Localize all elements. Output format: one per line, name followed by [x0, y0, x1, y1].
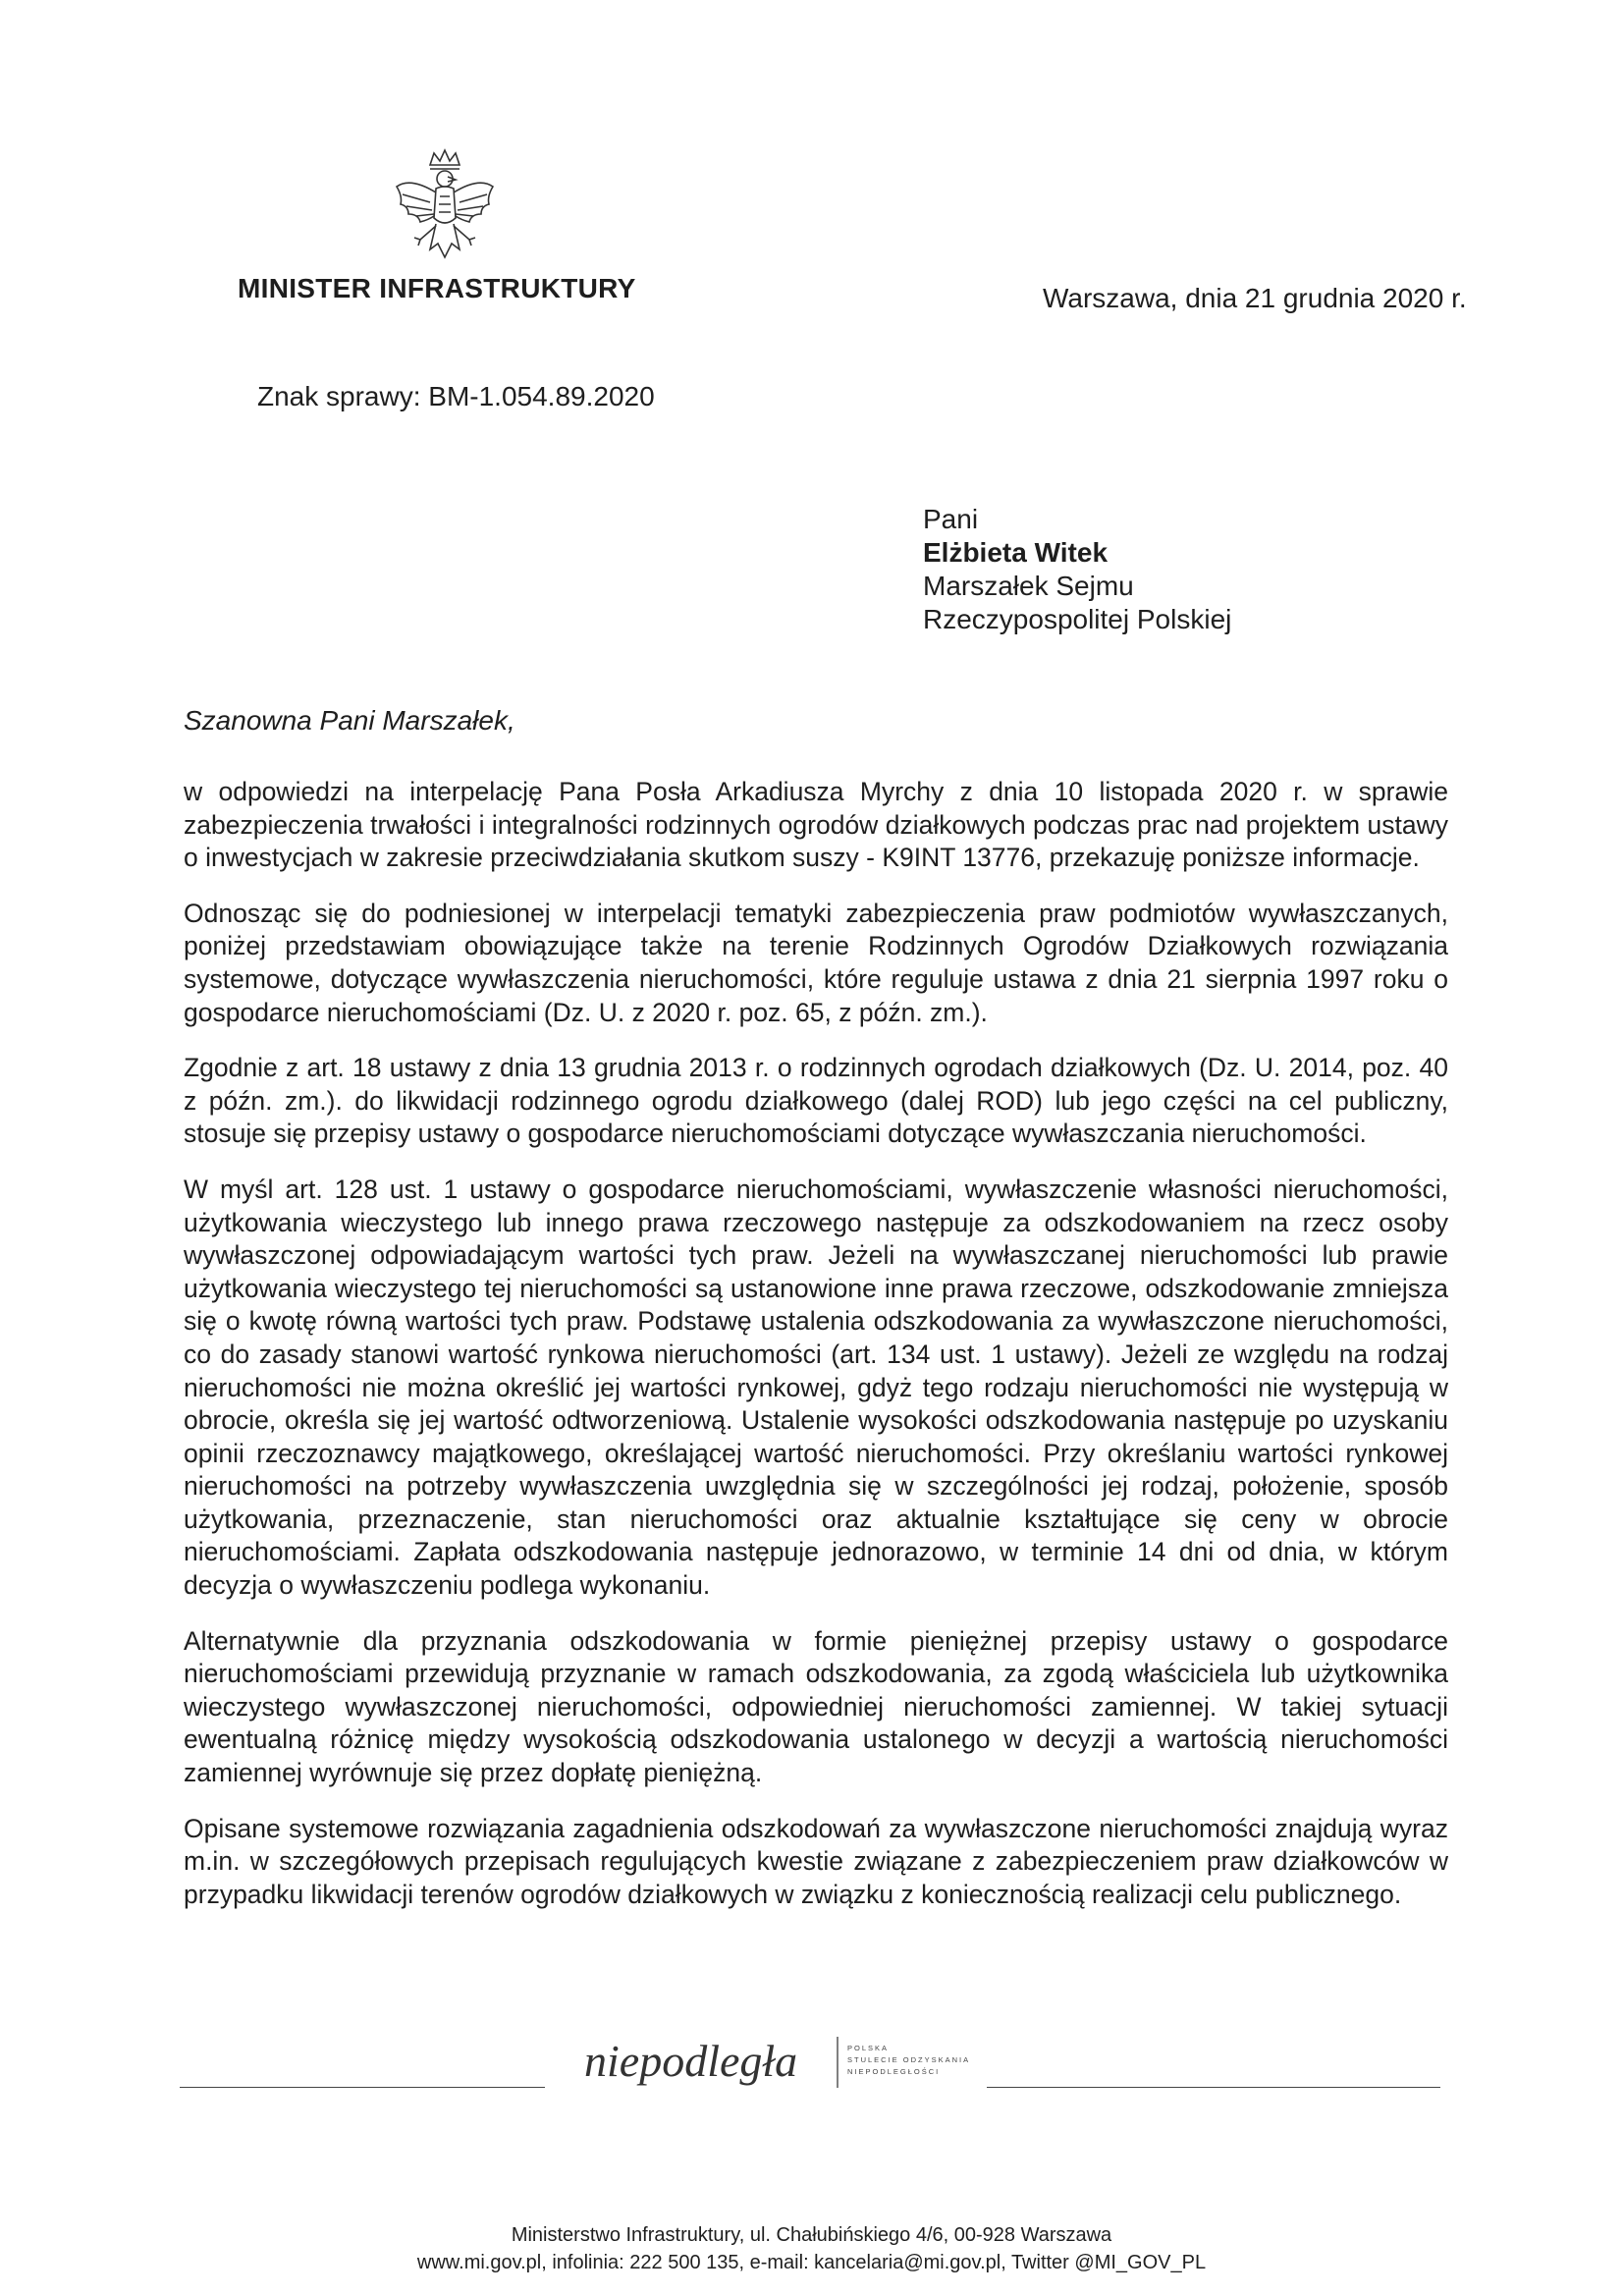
- niepodlegla-logo: [584, 2021, 997, 2100]
- footer-divider-right: [987, 2087, 1440, 2088]
- body-paragraph: W myśl art. 128 ust. 1 ustawy o gospodarce nieruchomościami, wywłaszczenie własności nieruchomości, użytkowania wieczystego lub innego prawa rzeczowego następuje za odszkodowaniem na rzecz osoby wywłaszczonej odpowiadającym wartości tych praw. Jeżeli na wywłaszczanej nieruchomości lub prawie użytkowania wieczystego tej nieruchomości są ustanowione inne prawa rzeczowe, odszkodowanie zmniejsza się o kwotę równą wartości tych praw. Podstawę ustalenia odszkodowania za wywłaszczone nieruchomości, co do zasady stanowi wartość rynkowa nieruchomości (art. 134 ust. 1 ustawy). Jeżeli ze względu na rodzaj nieruchomości nie można określić jej wartości rynkowej, gdyż tego rodzaju nieruchomości nie występują w obrocie, określa się jej wartość odtworzeniową. Ustalenie wysokości odszkodowania następuje po uzyskaniu opinii rzeczoznawcy majątkowego, określającej wartość nieruchomości. Przy określaniu wartości rynkowej nieruchomości na potrzeby wywłaszczenia uwzględnia się w szczególności jej rodzaj, położenie, sposób użytkowania, przeznaczenie, stan nieruchomości oraz aktualnie kształtujące się ceny w obrocie nieruchomościami. Zapłata odszkodowania następuje jednorazowo, w terminie 14 dni od dnia, w którym decyzja o wywłaszczeniu podlega wykonaniu.: [184, 1174, 1448, 1601]
- letter-body: [184, 776, 1448, 1934]
- salutation: Szanowna Pani Marszałek,: [184, 705, 515, 736]
- footer-address: Ministerstwo Infrastruktury, ul. Chałubińskiego 4/6, 00-928 Warszawa: [511, 2224, 1112, 2246]
- body-paragraph: w odpowiedzi na interpelację Pana Posła Arkadiusza Myrchy z dnia 10 listopada 2020 r. w sprawie zabezpieczenia trwałości i integralności rodzinnych ogrodów działkowych podczas prac nad projektem ustawy o inwestycjach w zakresie przeciwdziałania skutkom suszy - K9INT 13776, przekazuję poniższe informacje.: [184, 777, 1448, 873]
- logo-script-text: niepodległa: [584, 2036, 798, 2086]
- body-paragraph: Zgodnie z art. 18 ustawy z dnia 13 grudnia 2013 r. o rodzinnych ogrodach działkowych (Dz. U. 2014, poz. 40 z późn. zm.). do likwidacji rodzinnego ogrodu działkowego (dalej ROD) lub jego części na cel publiczny, stosuje się przepisy ustawy o gospodarce nieruchomościami dotyczące wywłaszczania nieruchomości.: [184, 1053, 1448, 1149]
- logo-caption-1: POLSKA: [847, 2044, 890, 2052]
- addressee-position: Marszałek Sejmu: [923, 571, 1134, 601]
- emblem-icon: [391, 147, 499, 275]
- footer-divider-left: [180, 2087, 545, 2088]
- body-paragraph: Odnosząc się do podniesionej w interpelacji tematyki zabezpieczenia praw podmiotów wywłaszczanych, poniżej przedstawiam obowiązujące także na terenie Rodzinnych Ogrodów Działkowych rozwiązania systemowe, dotyczące wywłaszczenia nieruchomości, które reguluje ustawa z dnia 21 sierpnia 1997 roku o gospodarce nieruchomościami (Dz. U. z 2020 r. poz. 65, z późn. zm.).: [184, 898, 1448, 1027]
- body-paragraph: Alternatywnie dla przyznania odszkodowania w formie pieniężnej przepisy ustawy o gospodarce nieruchomościami przewidują przyznanie w ramach odszkodowania, za zgodą właściciela lub użytkownika wieczystego wywłaszczonej nieruchomości, odpowiedniej nieruchomości zamiennej. W takiej sytuacji ewentualną różnicę między wysokością odszkodowania ustalonego w decyzji a wartością nieruchomości zamiennej wyrównuje się przez dopłatę pieniężną.: [184, 1625, 1448, 1788]
- logo-caption-3: NIEPODLEGŁOŚCI: [847, 2067, 941, 2076]
- logo-caption-2: STULECIE ODZYSKANIA: [847, 2055, 971, 2064]
- case-number: Znak sprawy: BM-1.054.89.2020: [257, 381, 655, 411]
- footer-contact: www.mi.gov.pl, infolinia: 222 500 135, e-mail: kancelaria@mi.gov.pl, Twitter @MI_GOV_PL: [416, 2252, 1207, 2273]
- addressee-institution: Rzeczypospolitej Polskiej: [923, 604, 1232, 634]
- addressee-title: Pani: [923, 504, 979, 534]
- footer: [0, 2221, 1623, 2276]
- ministry-name: MINISTER INFRASTRUKTURY: [238, 273, 636, 303]
- addressee-name: Elżbieta Witek: [923, 537, 1109, 568]
- addressee-block: [923, 503, 1231, 636]
- letter-date: Warszawa, dnia 21 grudnia 2020 r.: [1043, 283, 1467, 313]
- body-paragraph: Opisane systemowe rozwiązania zagadnienia odszkodowań za wywłaszczone nieruchomości znajdują wyraz m.in. w szczegółowych przepisach regulujących kwestie związane z zabezpieczeniem praw działkowców w przypadku likwidacji terenów ogrodów działkowych w związku z koniecznością realizacji celu publicznego.: [184, 1813, 1448, 1909]
